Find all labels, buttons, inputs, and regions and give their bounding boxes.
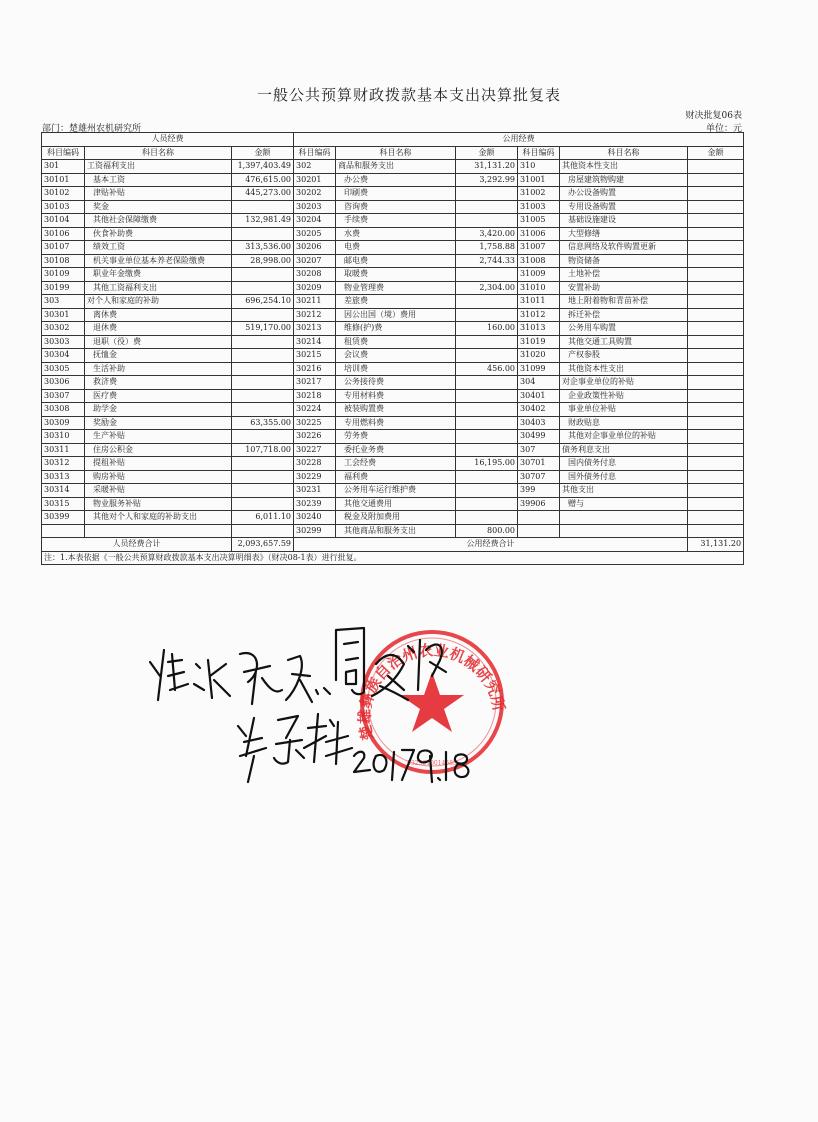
code-cell: 307: [518, 443, 560, 457]
name-cell: 其他工资福利支出: [85, 281, 232, 295]
name-cell: 其他资本性支出: [560, 362, 688, 376]
name-cell: 国外债务付息: [560, 470, 688, 484]
name-cell: 咨询费: [336, 200, 456, 214]
seal-text: 楚雄彝族自治州农业机械研究所: [355, 641, 508, 742]
name-cell: 事业单位补贴: [560, 403, 688, 417]
code-cell: 31001: [518, 173, 560, 187]
name-cell: 债务利息支出: [560, 443, 688, 457]
code-cell: 30315: [42, 497, 85, 511]
amount-cell: 6,011.10: [232, 511, 294, 525]
name-cell: 租赁费: [336, 335, 456, 349]
name-cell: 其他资本性支出: [560, 160, 688, 174]
name-cell: 津贴补贴: [85, 187, 232, 201]
amount-cell: 800.00: [456, 524, 518, 538]
code-cell: 31019: [518, 335, 560, 349]
amount-cell: 2,304.00: [456, 281, 518, 295]
name-cell: 大型修缮: [560, 227, 688, 241]
name-cell: 差旅费: [336, 295, 456, 309]
code-cell: 30228: [294, 457, 336, 471]
name-cell: 救济费: [85, 376, 232, 390]
code-cell: 30215: [294, 349, 336, 363]
code-cell: 30239: [294, 497, 336, 511]
code-cell: 30306: [42, 376, 85, 390]
name-cell: 房屋建筑物购建: [560, 173, 688, 187]
name-cell: 专用燃料费: [336, 416, 456, 430]
code-cell: 31007: [518, 241, 560, 255]
name-cell: 奖励金: [85, 416, 232, 430]
name-cell: 对企事业单位的补贴: [560, 376, 688, 390]
name-cell: 公务用车运行维护费: [336, 484, 456, 498]
code-cell: 30101: [42, 173, 85, 187]
code-cell: 30402: [518, 403, 560, 417]
col-header-amount: 金额: [456, 146, 518, 160]
name-cell: 专用设备购置: [560, 200, 688, 214]
public-total-label: 公用经费合计: [294, 538, 688, 552]
name-cell: 抚恤金: [85, 349, 232, 363]
name-cell: 安置补助: [560, 281, 688, 295]
official-seal: [356, 632, 508, 772]
code-cell: 30225: [294, 416, 336, 430]
amount-cell: 519,170.00: [232, 322, 294, 336]
name-cell: 其他商品和服务支出: [336, 524, 456, 538]
code-cell: 30226: [294, 430, 336, 444]
col-header-code: 科目编码: [42, 146, 85, 160]
name-cell: 伙食补助费: [85, 227, 232, 241]
code-cell: 30108: [42, 254, 85, 268]
code-cell: 31099: [518, 362, 560, 376]
code-cell: 31013: [518, 322, 560, 336]
code-cell: 30707: [518, 470, 560, 484]
name-cell: 赠与: [560, 497, 688, 511]
name-cell: 印刷费: [336, 187, 456, 201]
name-cell: 产权参股: [560, 349, 688, 363]
name-cell: 委托业务费: [336, 443, 456, 457]
code-cell: 30231: [294, 484, 336, 498]
code-cell: 30213: [294, 322, 336, 336]
code-cell: 30303: [42, 335, 85, 349]
code-cell: 31009: [518, 268, 560, 282]
amount-cell: 2,744.33: [456, 254, 518, 268]
code-cell: 30307: [42, 389, 85, 403]
amount-cell: 476,615.00: [232, 173, 294, 187]
name-cell: 基础设施建设: [560, 214, 688, 228]
department-label: 部门：楚雄州农机研究所: [42, 124, 142, 134]
code-cell: 30109: [42, 268, 85, 282]
name-cell: 水费: [336, 227, 456, 241]
code-cell: 31012: [518, 308, 560, 322]
name-cell: 企业政策性补贴: [560, 389, 688, 403]
name-cell: 其他交通工具购置: [560, 335, 688, 349]
code-cell: 30304: [42, 349, 85, 363]
code-cell: 30216: [294, 362, 336, 376]
code-cell: 30312: [42, 457, 85, 471]
name-cell: 其他支出: [560, 484, 688, 498]
name-cell: 其他社会保障缴费: [85, 214, 232, 228]
code-cell: 30104: [42, 214, 85, 228]
unit-label: 单位：元: [705, 124, 742, 134]
name-cell: 被装购置费: [336, 403, 456, 417]
code-cell: 31006: [518, 227, 560, 241]
code-cell: 30204: [294, 214, 336, 228]
code-cell: 30218: [294, 389, 336, 403]
code-cell: 30211: [294, 295, 336, 309]
name-cell: 福利费: [336, 470, 456, 484]
name-cell: 地上附着物和青苗补偿: [560, 295, 688, 309]
name-cell: 税金及附加费用: [336, 511, 456, 525]
name-cell: 商品和服务支出: [336, 160, 456, 174]
name-cell: 会议费: [336, 349, 456, 363]
col-header-amount: 金额: [232, 146, 294, 160]
code-cell: 30107: [42, 241, 85, 255]
code-cell: 303: [42, 295, 85, 309]
code-cell: 30224: [294, 403, 336, 417]
name-cell: 职业年金缴费: [85, 268, 232, 282]
amount-cell: 696,254.10: [232, 295, 294, 309]
code-cell: 30309: [42, 416, 85, 430]
name-cell: 专用材料费: [336, 389, 456, 403]
code-cell: 30310: [42, 430, 85, 444]
code-cell: 31011: [518, 295, 560, 309]
code-cell: 30205: [294, 227, 336, 241]
amount-cell: 31,131.20: [456, 160, 518, 174]
name-cell: 公务用车购置: [560, 322, 688, 336]
name-cell: 土地补偿: [560, 268, 688, 282]
name-cell: 助学金: [85, 403, 232, 417]
name-cell: 邮电费: [336, 254, 456, 268]
code-cell: 30229: [294, 470, 336, 484]
name-cell: 物业管理费: [336, 281, 456, 295]
code-cell: 30314: [42, 484, 85, 498]
name-cell: 退休费: [85, 322, 232, 336]
code-cell: 30240: [294, 511, 336, 525]
col-header-code: 科目编码: [518, 146, 560, 160]
seal-star-icon: [400, 672, 464, 732]
name-cell: 培训费: [336, 362, 456, 376]
code-cell: 30202: [294, 187, 336, 201]
amount-cell: 160.00: [456, 322, 518, 336]
name-cell: 退职（役）费: [85, 335, 232, 349]
amount-cell: 63,355.00: [232, 416, 294, 430]
name-cell: 机关事业单位基本养老保险缴费: [85, 254, 232, 268]
code-cell: 30217: [294, 376, 336, 390]
name-cell: 电费: [336, 241, 456, 255]
code-cell: 30208: [294, 268, 336, 282]
name-cell: 工会经费: [336, 457, 456, 471]
code-cell: 30401: [518, 389, 560, 403]
code-cell: 31008: [518, 254, 560, 268]
name-cell: 提租补贴: [85, 457, 232, 471]
seal-code: 5323010014585: [407, 760, 457, 767]
name-cell: 绩效工资: [85, 241, 232, 255]
name-cell: 拆迁补偿: [560, 308, 688, 322]
name-cell: 国内债务付息: [560, 457, 688, 471]
name-cell: 信息网络及软件购置更新: [560, 241, 688, 255]
name-cell: 工资福利支出: [85, 160, 232, 174]
col-header-name: 科目名称: [85, 146, 232, 160]
name-cell: 办公费: [336, 173, 456, 187]
name-cell: 物资储备: [560, 254, 688, 268]
code-cell: 310: [518, 160, 560, 174]
name-cell: 奖金: [85, 200, 232, 214]
code-cell: 30212: [294, 308, 336, 322]
amount-cell: 28,998.00: [232, 254, 294, 268]
code-cell: 31020: [518, 349, 560, 363]
code-cell: 30701: [518, 457, 560, 471]
personnel-total-label: 人员经费合计: [42, 538, 232, 552]
code-cell: 31010: [518, 281, 560, 295]
name-cell: 基本工资: [85, 173, 232, 187]
name-cell: 采暖补贴: [85, 484, 232, 498]
col-header-amount: 金额: [688, 146, 744, 160]
name-cell: 财政贴息: [560, 416, 688, 430]
name-cell: 离休费: [85, 308, 232, 322]
public-group-header: 公用经费: [294, 133, 744, 147]
code-cell: 30227: [294, 443, 336, 457]
name-cell: 手续费: [336, 214, 456, 228]
code-cell: 31002: [518, 187, 560, 201]
col-header-code: 科目编码: [294, 146, 336, 160]
amount-cell: 456.00: [456, 362, 518, 376]
code-cell: 399: [518, 484, 560, 498]
name-cell: 其他交通费用: [336, 497, 456, 511]
amount-cell: 1,397,403.49: [232, 160, 294, 174]
code-cell: 30403: [518, 416, 560, 430]
name-cell: 因公出国（境）费用: [336, 308, 456, 322]
page-title: 一般公共预算财政拨款基本支出决算批复表: [256, 86, 561, 104]
name-cell: 其他对企事业单位的补贴: [560, 430, 688, 444]
form-number: 财决批复06表: [685, 111, 742, 121]
code-cell: 30201: [294, 173, 336, 187]
name-cell: 物业服务补贴: [85, 497, 232, 511]
name-cell: 生产补贴: [85, 430, 232, 444]
code-cell: 30313: [42, 470, 85, 484]
code-cell: 31003: [518, 200, 560, 214]
code-cell: 30102: [42, 187, 85, 201]
name-cell: 其他对个人和家庭的补助支出: [85, 511, 232, 525]
code-cell: 30305: [42, 362, 85, 376]
code-cell: 30206: [294, 241, 336, 255]
personnel-total-value: 2,093,657.59: [232, 538, 294, 552]
amount-cell: 445,273.00: [232, 187, 294, 201]
code-cell: 30399: [42, 511, 85, 525]
amount-cell: 132,981.49: [232, 214, 294, 228]
code-cell: 30103: [42, 200, 85, 214]
name-cell: 公务接待费: [336, 376, 456, 390]
code-cell: 39906: [518, 497, 560, 511]
code-cell: 30209: [294, 281, 336, 295]
code-cell: 31005: [518, 214, 560, 228]
amount-cell: 107,718.00: [232, 443, 294, 457]
name-cell: 劳务费: [336, 430, 456, 444]
code-cell: 30311: [42, 443, 85, 457]
personnel-group-header: 人员经费: [42, 133, 294, 147]
code-cell: 30106: [42, 227, 85, 241]
code-cell: 30207: [294, 254, 336, 268]
name-cell: 办公设备购置: [560, 187, 688, 201]
code-cell: 30203: [294, 200, 336, 214]
col-header-name: 科目名称: [560, 146, 688, 160]
amount-cell: 3,420.00: [456, 227, 518, 241]
code-cell: 30214: [294, 335, 336, 349]
name-cell: 住房公积金: [85, 443, 232, 457]
name-cell: 取暖费: [336, 268, 456, 282]
amount-cell: 16,195.00: [456, 457, 518, 471]
code-cell: 30302: [42, 322, 85, 336]
name-cell: 医疗费: [85, 389, 232, 403]
code-cell: 304: [518, 376, 560, 390]
name-cell: 对个人和家庭的补助: [85, 295, 232, 309]
code-cell: 30199: [42, 281, 85, 295]
name-cell: 维修(护)费: [336, 322, 456, 336]
code-cell: 302: [294, 160, 336, 174]
amount-cell: 1,758.88: [456, 241, 518, 255]
table-note: 注：1.本表依据《一般公共预算财政拨款基本支出决算明细表》（财决08-1表）进行批复。: [42, 551, 744, 565]
amount-cell: 3,292.99: [456, 173, 518, 187]
code-cell: 301: [42, 160, 85, 174]
code-cell: 30499: [518, 430, 560, 444]
amount-cell: 313,536.00: [232, 241, 294, 255]
name-cell: 生活补助: [85, 362, 232, 376]
code-cell: 30299: [294, 524, 336, 538]
public-total-value: 31,131.20: [688, 538, 744, 552]
name-cell: 购房补贴: [85, 470, 232, 484]
code-cell: 30308: [42, 403, 85, 417]
code-cell: 30301: [42, 308, 85, 322]
col-header-name: 科目名称: [336, 146, 456, 160]
